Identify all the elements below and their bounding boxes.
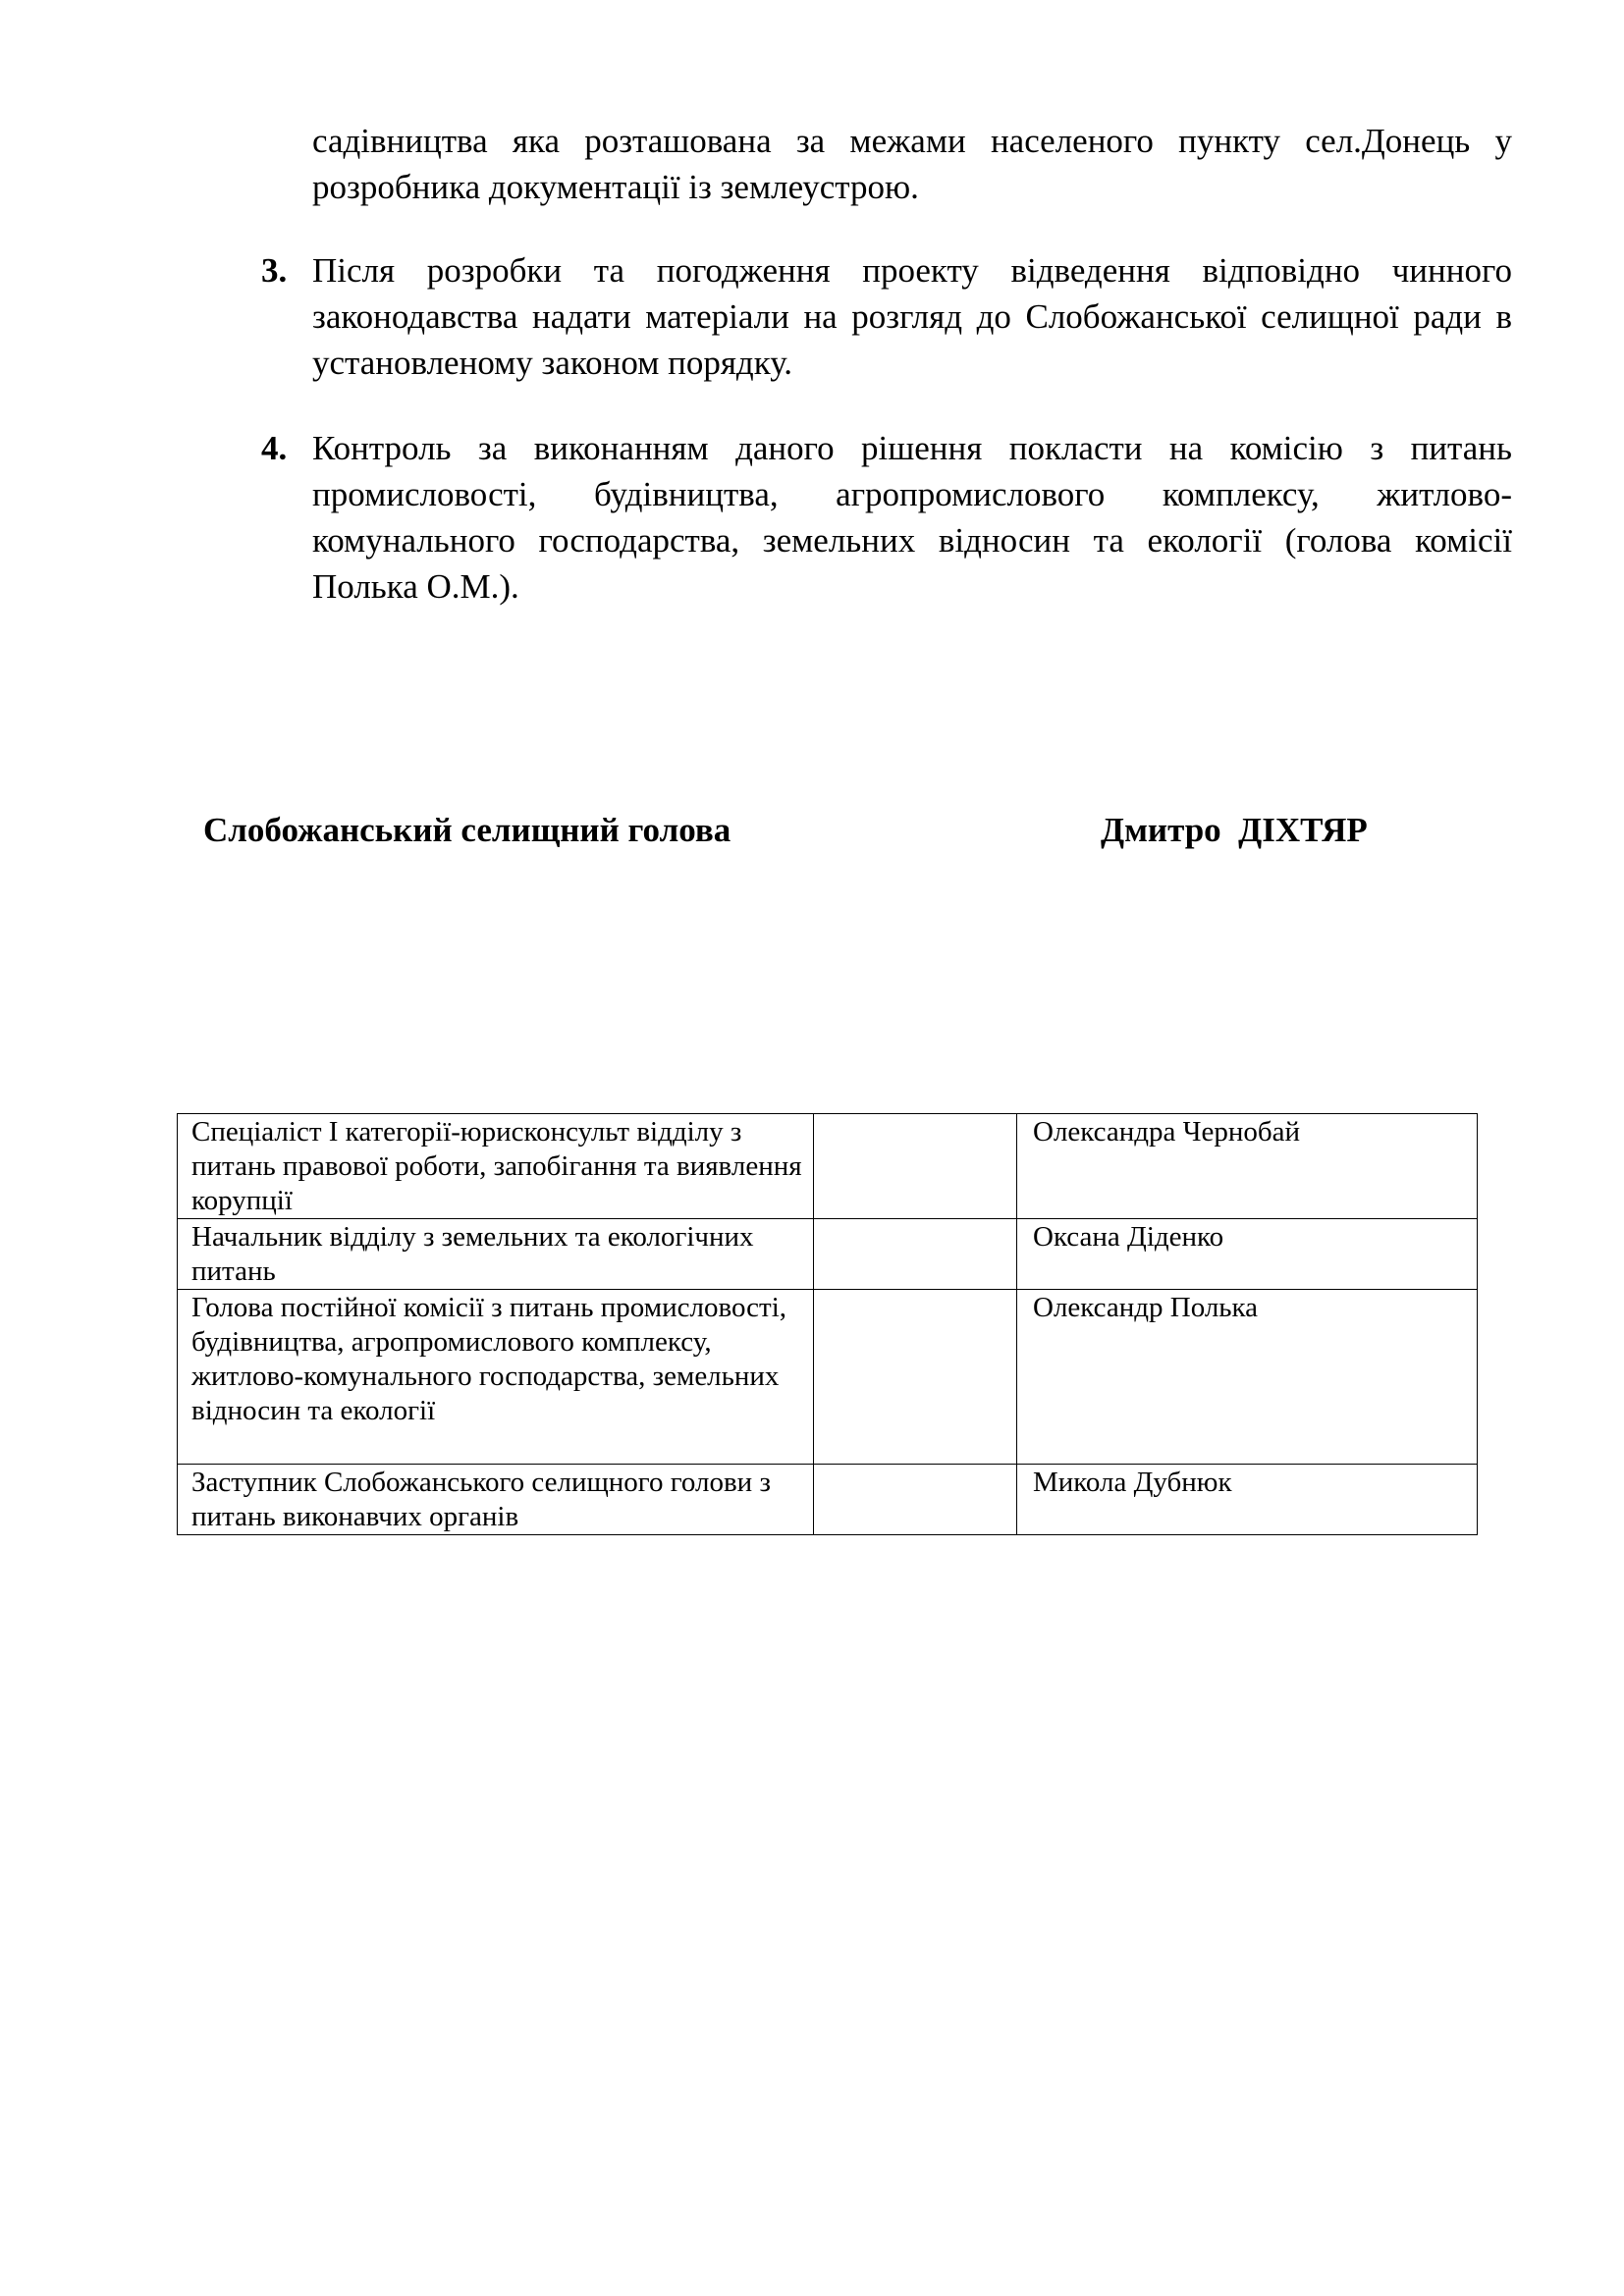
- approver-name: Олександр Полька: [1017, 1290, 1478, 1465]
- signatory-title: Слобожанський селищний голова: [203, 811, 731, 849]
- signatory-name: Дмитро ДІХТЯР: [1101, 811, 1368, 849]
- approval-table: [177, 1113, 1478, 1535]
- approver-signature-cell: [814, 1114, 1017, 1219]
- table-row: [178, 1114, 1478, 1219]
- approver-position: Спеціаліст І категорії-юрисконсульт відділу з питань правової роботи, запобігання та виявлення корупції: [178, 1114, 814, 1219]
- approver-position: Заступник Слобожанського селищного голови з питань виконавчих органів: [178, 1465, 814, 1535]
- list-item-4: [261, 425, 1512, 610]
- approver-name: Олександра Чернобай: [1017, 1114, 1478, 1219]
- paragraph-continuation: садівництва яка розташована за межами населеного пункту сел.Донець у розробника документації із землеустрою.: [312, 122, 1512, 206]
- list-item-3: [261, 247, 1512, 386]
- approver-signature-cell: [814, 1290, 1017, 1465]
- table-row: [178, 1465, 1478, 1535]
- list-item-number: 4.: [261, 429, 288, 467]
- approver-signature-cell: [814, 1465, 1017, 1535]
- approver-signature-cell: [814, 1219, 1017, 1290]
- table-row: [178, 1219, 1478, 1290]
- approver-position: Начальник відділу з земельних та екологічних питань: [178, 1219, 814, 1290]
- approver-name: Микола Дубнюк: [1017, 1465, 1478, 1535]
- list-item-text: Після розробки та погодження проекту відведення відповідно чинного законодавства надати матеріали на розгляд до Слобожанської селищної ради в установленому законом порядку.: [312, 251, 1512, 382]
- approver-name: Оксана Діденко: [1017, 1219, 1478, 1290]
- approver-position: Голова постійної комісії з питань промисловості, будівництва, агропромислового комплексу, житлово-комунального господарства, земельних відносин та екології: [178, 1290, 814, 1465]
- list-item-text: Контроль за виконанням даного рішення покласти на комісію з питань промисловості, будівництва, агропромислового комплексу, житлово-комунального господарства, земельних відносин та екології (голова комісії Полька О.М.).: [312, 429, 1512, 606]
- list-item-number: 3.: [261, 251, 288, 290]
- table-row: [178, 1290, 1478, 1465]
